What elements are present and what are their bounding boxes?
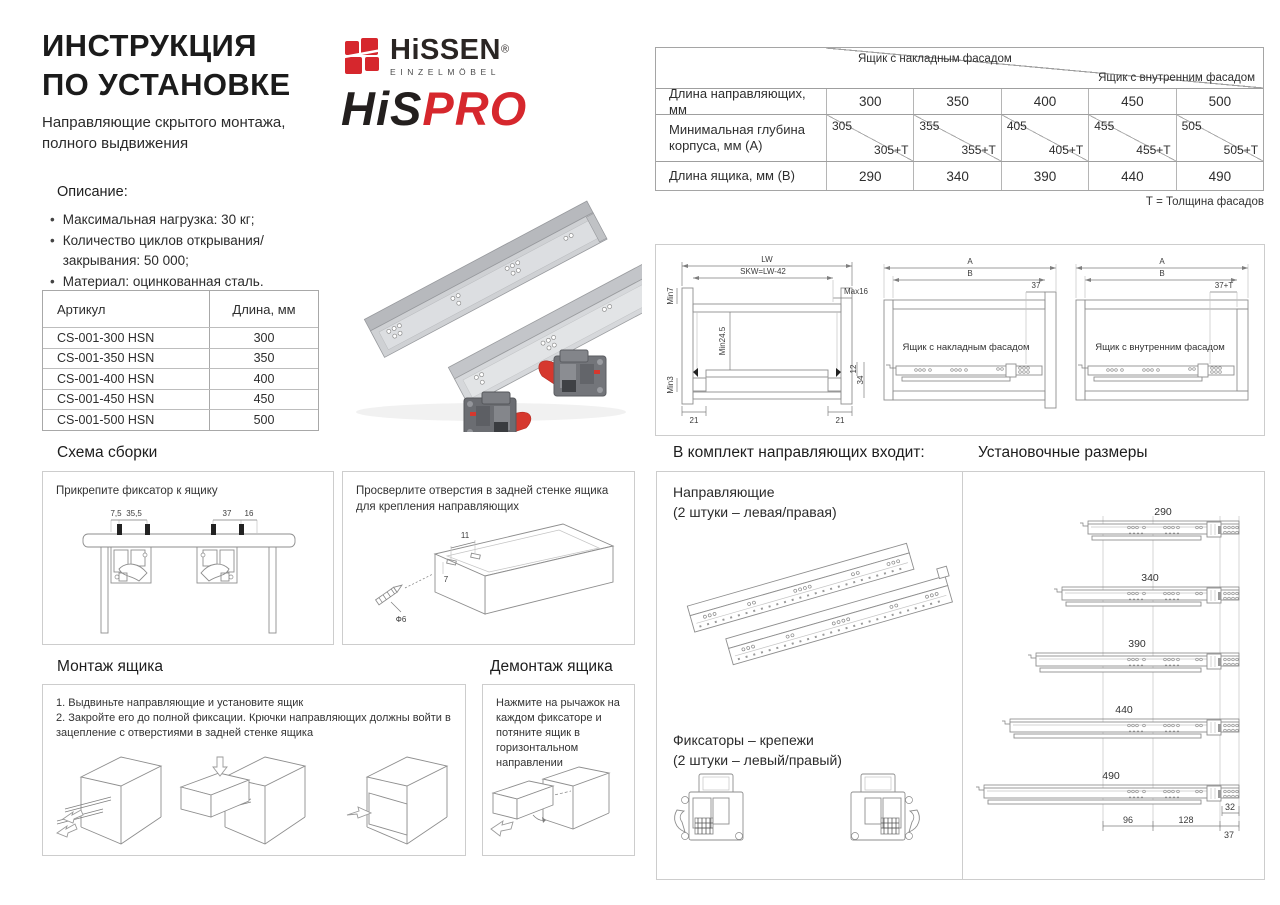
- bullet-glyph: •: [50, 212, 55, 227]
- dim-a: A: [967, 257, 973, 266]
- montage-heading: Монтаж ящика: [57, 658, 164, 675]
- registered-mark: ®: [500, 43, 510, 56]
- dim-min3: Min3: [666, 376, 675, 394]
- dim-21-right: 21: [835, 416, 845, 425]
- product-logo-black: HiS: [341, 82, 423, 135]
- sizes-panel: [962, 471, 1265, 880]
- demontage-text: Нажмите на рычажок на каждом фиксаторе и потяните ящик в горизонтальном направлении: [496, 697, 620, 769]
- page-subtitle-line1: Направляющие скрытого монтажа,: [42, 114, 286, 131]
- spec-value: 300: [826, 89, 913, 114]
- dim-96: 96: [1122, 815, 1134, 825]
- depth-bottom-value: 505+Т: [1223, 143, 1259, 157]
- depth-bottom-value: 355+Т: [961, 143, 996, 157]
- spec-depth-cell: [913, 115, 1000, 161]
- assembly-panel-2: [342, 471, 635, 645]
- montage-panel: [42, 684, 466, 856]
- dim-b: B: [967, 269, 973, 278]
- assembly-panel-1: [42, 471, 334, 645]
- page-subtitle: [42, 112, 285, 154]
- spec-depth-cell: [1176, 115, 1263, 161]
- side-view-label: Ящик с внутренним фасадом: [1095, 342, 1225, 353]
- spec-row-drawer-length: [656, 161, 1263, 190]
- installation-sizes-diagram: [969, 486, 1260, 872]
- spec-row-label: Длина ящика, мм (В): [669, 168, 795, 183]
- spec-value: 490: [1176, 162, 1263, 190]
- dim-37-bottom: 37: [1223, 830, 1235, 840]
- dim-37t: 37+Т: [1214, 281, 1234, 290]
- kit-item1-line2: (2 штуки – левая/правая): [673, 504, 837, 520]
- brand-name: HiSSEN: [390, 34, 501, 66]
- article-code: CS-001-400 HSN: [57, 371, 155, 386]
- article-length: 300: [209, 328, 318, 348]
- page-title-line2: ПО УСТАНОВКЕ: [42, 67, 291, 102]
- table-row: [43, 348, 318, 369]
- spec-value: 340: [913, 162, 1000, 190]
- dim-37: 37: [1031, 281, 1041, 290]
- hissen-logo-icon: [344, 36, 382, 76]
- montage-steps-illustration: [47, 743, 461, 853]
- dim-7-5: 7,5: [110, 509, 122, 518]
- kit-item1-line1: Направляющие: [673, 484, 775, 500]
- spec-value: 450: [1088, 89, 1175, 114]
- spec-header-inner-facade: Ящик с внутренним фасадом: [1098, 72, 1255, 84]
- article-code: CS-001-350 HSN: [57, 351, 155, 366]
- technical-diagrams-panel: [655, 244, 1265, 436]
- brand-logo: [344, 36, 509, 77]
- spec-value: 500: [1176, 89, 1263, 114]
- side-view-inner-facade: [1072, 250, 1260, 430]
- table-row: [43, 409, 318, 430]
- depth-bottom-value: 305+Т: [874, 143, 909, 157]
- spec-value: 350: [913, 89, 1000, 114]
- spec-row-label: Минимальная глубина корпуса, мм (А): [669, 122, 805, 153]
- cross-section-diagram: [664, 250, 870, 430]
- depth-bottom-value: 455+Т: [1136, 143, 1171, 157]
- table-row: [43, 368, 318, 389]
- lock-clip-left: [464, 392, 531, 432]
- dim-skw: SKW=LW-42: [740, 267, 786, 276]
- dim-7: 7: [443, 575, 449, 584]
- montage-steps: [56, 696, 456, 741]
- size-length: 340: [1141, 572, 1159, 584]
- spec-value: 440: [1088, 162, 1175, 190]
- dim-11: 11: [460, 531, 470, 540]
- fixator-mount-diagram: [47, 504, 331, 642]
- bullet-glyph: •: [50, 274, 55, 289]
- page-title-line1: ИНСТРУКЦИЯ: [42, 28, 257, 63]
- dim-128: 128: [1178, 815, 1194, 825]
- spec-header-overlay-facade: Ящик с накладным фасадом: [858, 53, 1012, 65]
- spec-header-diagonal-cell: [826, 48, 1263, 88]
- list-item: [50, 231, 336, 271]
- assembly-panel2-line1: Просверлите отверстия в задней стенке ящика: [356, 485, 609, 497]
- depth-top-value: 455: [1094, 119, 1115, 133]
- kit-item2-line1: Фиксаторы – крепежи: [673, 732, 814, 748]
- demontage-illustration: [487, 759, 632, 851]
- side-view-overlay-facade: [880, 250, 1068, 430]
- depth-top-value: 305: [832, 119, 853, 133]
- article-length: 500: [209, 410, 318, 430]
- spec-depth-cell: [826, 115, 913, 161]
- dim-16: 16: [244, 509, 254, 518]
- size-length: 490: [1102, 770, 1120, 782]
- spec-depth-cell: [1088, 115, 1175, 161]
- kit-item-clips-label: [673, 730, 842, 770]
- depth-bottom-value: 405+Т: [1048, 143, 1084, 157]
- article-length: 400: [209, 369, 318, 389]
- description-list: [50, 210, 336, 293]
- depth-top-value: 355: [919, 119, 940, 133]
- product-photo: [336, 182, 642, 432]
- depth-top-value: 405: [1006, 119, 1027, 133]
- assembly-panel2-text: [356, 483, 608, 515]
- dim-12: 12: [849, 364, 858, 374]
- dim-b: B: [1159, 269, 1165, 278]
- spec-table: [655, 47, 1264, 191]
- spec-depth-cell: [1001, 115, 1088, 161]
- description-heading: Описание:: [57, 184, 128, 200]
- page-subtitle-line2: полного выдвижения: [42, 135, 189, 152]
- size-length: 390: [1128, 638, 1146, 650]
- drill-holes-diagram: [347, 516, 632, 641]
- bullet-glyph: •: [50, 233, 55, 248]
- product-logo: [341, 84, 527, 134]
- article-length: 450: [209, 390, 318, 410]
- depth-top-value: 505: [1181, 119, 1202, 133]
- spec-value: 290: [826, 162, 913, 190]
- article-code: CS-001-450 HSN: [57, 392, 155, 407]
- article-code: CS-001-500 HSN: [57, 412, 155, 427]
- dim-min245: Min24.5: [718, 326, 727, 356]
- demontage-heading: Демонтаж ящика: [490, 658, 613, 675]
- assembly-panel1-text: Прикрепите фиксатор к ящику: [56, 485, 218, 497]
- spec-value: 400: [1001, 89, 1088, 114]
- spec-row-min-depth: [656, 114, 1263, 161]
- brand-tagline: EINZELMÖBEL: [390, 67, 501, 77]
- dim-a: A: [1159, 257, 1165, 266]
- spec-note: Т = Толщина фасадов: [1145, 196, 1264, 208]
- dim-37b: 37: [222, 509, 232, 518]
- dim-21-left: 21: [689, 416, 699, 425]
- list-item: [50, 210, 336, 230]
- kit-item-rails-label: [673, 482, 837, 522]
- dim-32: 32: [1224, 802, 1236, 812]
- size-length: 290: [1154, 506, 1172, 518]
- kit-rails-illustration: [667, 524, 953, 724]
- dim-min7: Min7: [666, 287, 675, 305]
- kit-item2-line2: (2 штуки – левый/правый): [673, 752, 842, 768]
- table-row: [43, 389, 318, 410]
- kit-clips-illustration: [671, 772, 923, 850]
- spec-row-rail-length: [656, 85, 1263, 117]
- spec-table-header: [656, 48, 1263, 88]
- dim-35-5: 35,5: [126, 509, 142, 518]
- articles-header-row: [43, 291, 318, 327]
- montage-step-2: 2. Закройте его до полной фиксации. Крючки направляющих должны войти в зацепление с отверстиями в задней стенке ящика: [56, 712, 451, 739]
- kit-heading: В комплект направляющих входит:: [673, 444, 925, 461]
- list-item: [50, 272, 336, 292]
- kit-panel: [656, 471, 964, 880]
- sizes-heading: Установочные размеры: [978, 444, 1148, 461]
- dim-max16: Max16: [843, 287, 868, 296]
- demontage-panel: [482, 684, 635, 856]
- product-logo-red: PRO: [422, 82, 528, 135]
- article-length: 350: [209, 349, 318, 369]
- dim-34: 34: [856, 375, 865, 385]
- description-item-text: Количество циклов открывания/закрывания: 50 000;: [62, 233, 264, 268]
- spec-row-label: Длина направляющих, мм: [669, 85, 806, 117]
- dim-lw: LW: [761, 255, 773, 264]
- spec-value: 390: [1001, 162, 1088, 190]
- dim-diameter-6: Ф6: [395, 615, 407, 624]
- montage-step-1: 1. Выдвиньте направляющие и установите ящик: [56, 697, 304, 709]
- assembly-panel2-line2: для крепления направляющих: [356, 501, 520, 513]
- description-item-text: Максимальная нагрузка: 30 кг;: [62, 212, 255, 227]
- articles-col-header: Артикул: [57, 301, 106, 317]
- article-code: CS-001-300 HSN: [57, 330, 155, 345]
- size-length: 440: [1115, 704, 1133, 716]
- description-item-text: Материал: оцинкованная сталь.: [62, 274, 264, 289]
- articles-col-header: Длина, мм: [209, 291, 318, 327]
- table-row: [43, 327, 318, 348]
- assembly-heading: Схема сборки: [57, 444, 158, 461]
- side-view-label: Ящик с накладным фасадом: [902, 342, 1030, 353]
- articles-table: [42, 290, 319, 431]
- page-title: [42, 26, 291, 104]
